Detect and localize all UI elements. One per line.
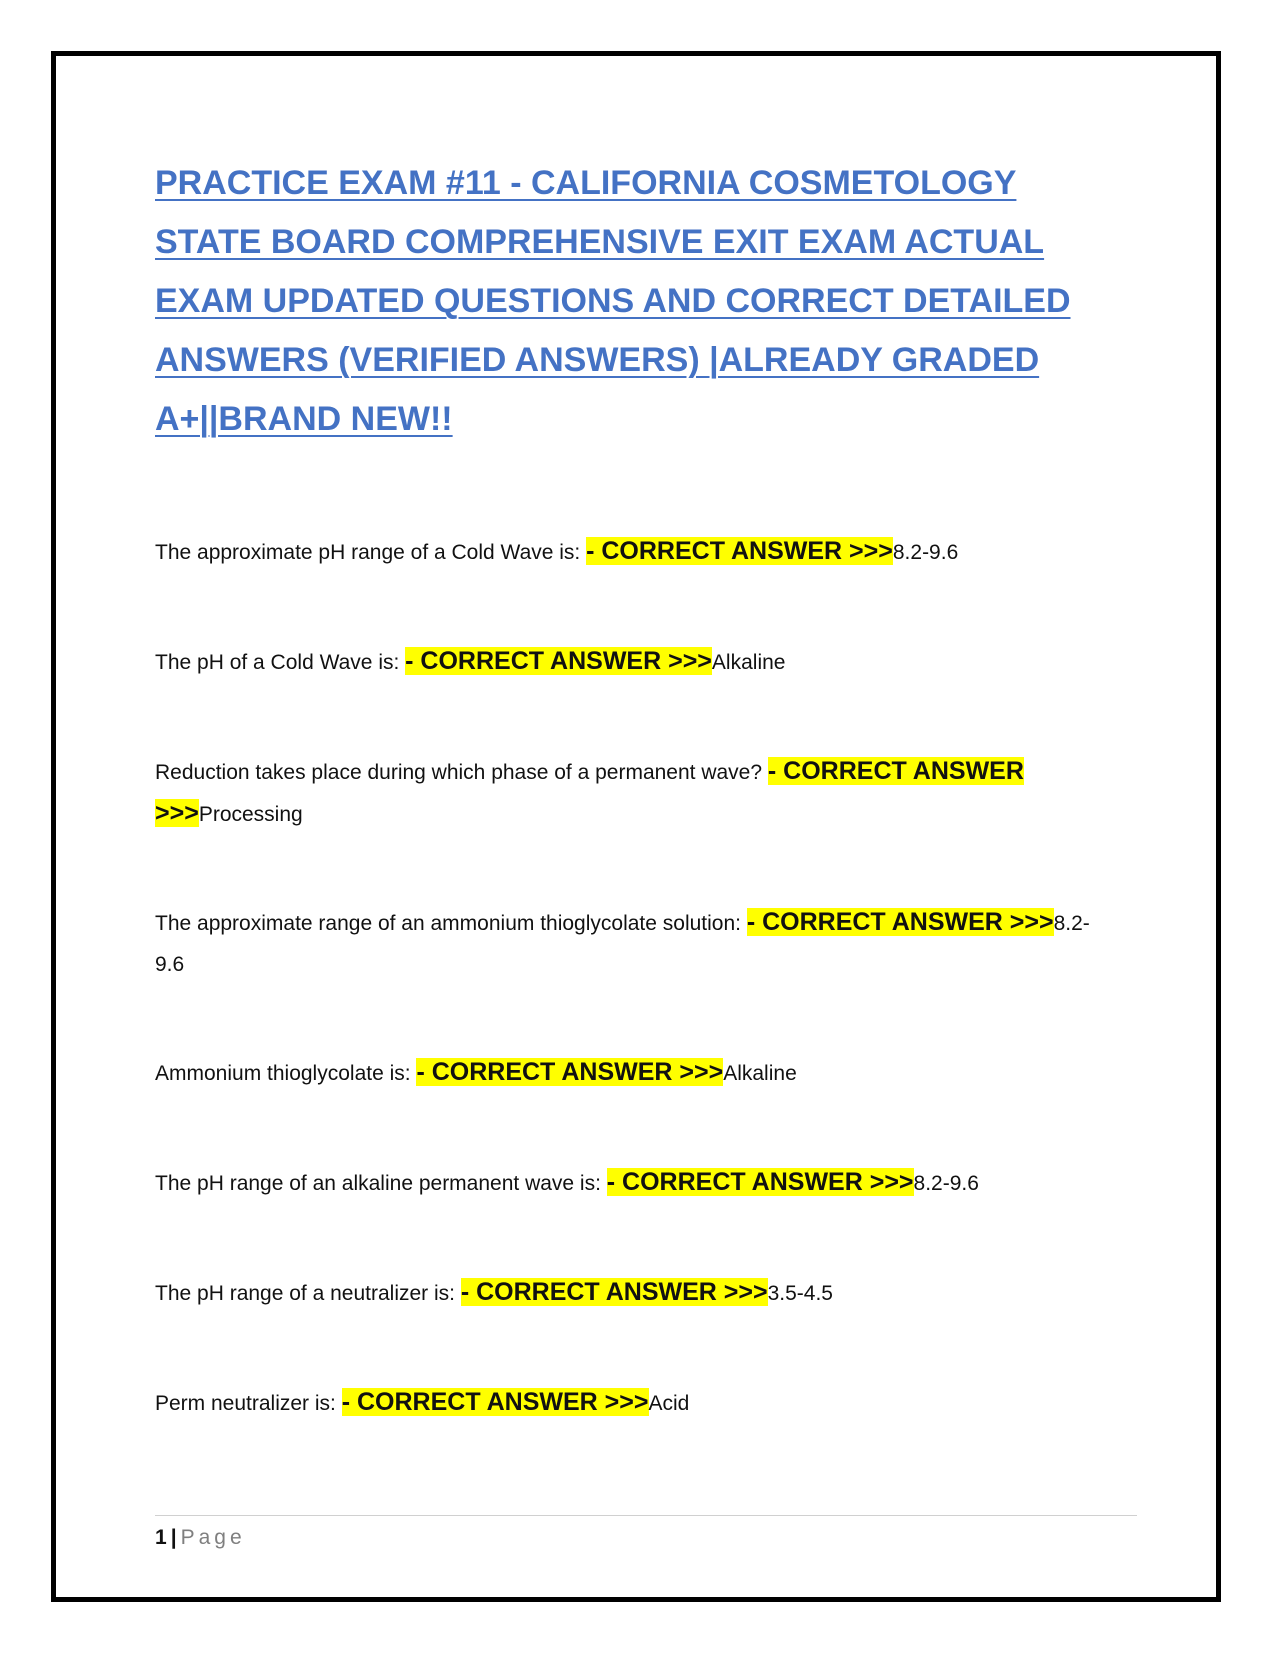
correct-answer-marker: - CORRECT ANSWER >>> (586, 537, 893, 565)
question-text: The pH range of an alkaline permanent wave is: (155, 1172, 607, 1195)
question-text: The pH of a Cold Wave is: (155, 651, 406, 674)
correct-answer-marker: - CORRECT ANSWER >>> (746, 908, 1054, 936)
question-text: The approximate pH range of a Cold Wave is: (155, 541, 587, 564)
question-text: The pH range of a neutralizer is: (155, 1282, 461, 1305)
question-item (155, 1272, 1115, 1314)
answer-text: 3.5-4.5 (767, 1282, 833, 1305)
question-item (155, 1162, 1115, 1204)
page-label: Page (180, 1526, 246, 1549)
page-number: 1 (155, 1526, 167, 1549)
question-item (155, 902, 1115, 985)
correct-answer-marker: - CORRECT ANSWER >>> (341, 1388, 649, 1416)
answer-text: 8.2-9.6 (913, 1172, 979, 1195)
question-item (155, 1052, 1115, 1094)
question-text: Ammonium thioglycolate is: (155, 1062, 417, 1085)
question-text: Perm neutralizer is: (155, 1392, 342, 1415)
page-frame (51, 51, 1221, 1602)
question-item (155, 641, 1115, 683)
question-item (155, 751, 1115, 835)
question-item (155, 1382, 1115, 1424)
answer-text: Alkaline (711, 651, 786, 674)
correct-answer-marker: - CORRECT ANSWER >>> (606, 1168, 914, 1196)
document-title: PRACTICE EXAM #11 - CALIFORNIA COSMETOLOGY STATE BOARD COMPREHENSIVE EXIT EXAM ACTUAL EXAM UPDATED QUESTIONS AND CORRECT DETAILED ANSWERS (VERIFIED ANSWERS) |ALREADY GRADED A+||BRAND NEW!! (155, 164, 1071, 438)
correct-answer-marker: - CORRECT ANSWER >>> (460, 1278, 768, 1306)
correct-answer-marker: - CORRECT ANSWER >>> (416, 1058, 724, 1086)
answer-text: Acid (648, 1392, 690, 1415)
answer-text: 8.2-9.6 (892, 541, 959, 564)
question-text: Reduction takes place during which phase of a permanent wave? (155, 761, 768, 784)
question-item (155, 531, 1115, 573)
correct-answer-marker: - CORRECT ANSWER >>> (405, 647, 712, 675)
page-footer (155, 1526, 246, 1550)
correct-answer-marker: - CORRECT ANSWER >>> (155, 757, 1024, 827)
footer-divider (155, 1515, 1137, 1516)
answer-text: 8.2-9.6 (155, 912, 1090, 976)
answer-text: Processing (198, 803, 303, 826)
page-separator: | (170, 1526, 177, 1549)
question-text: The approximate range of an ammonium thioglycolate solution: (155, 912, 747, 935)
answer-text: Alkaline (723, 1062, 797, 1085)
